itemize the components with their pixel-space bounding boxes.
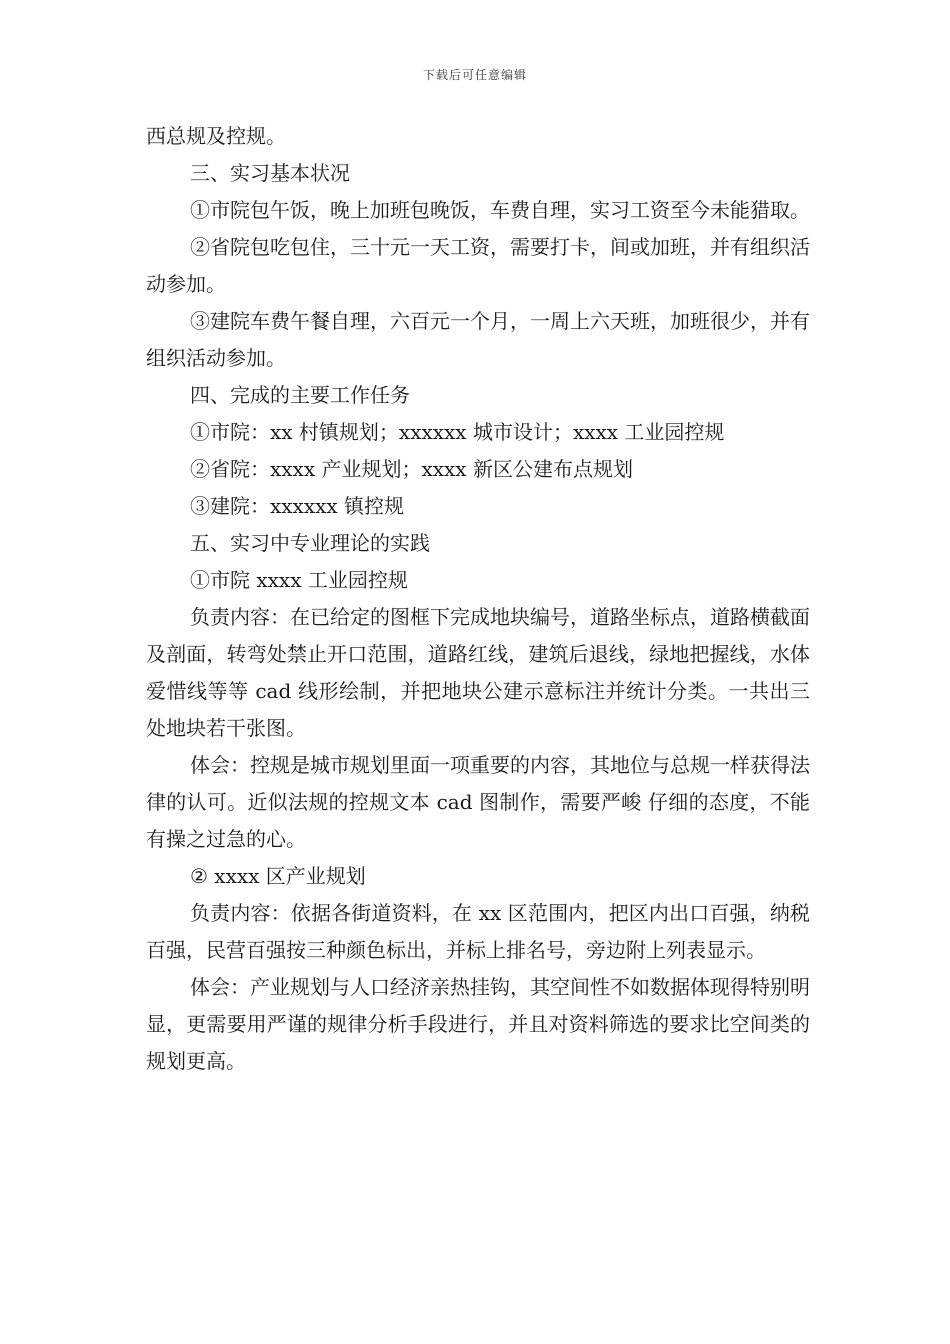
subsection-heading: ② xxxx 区产业规划 — [190, 864, 366, 888]
section-heading-5: 五、实习中专业理论的实践 — [190, 531, 430, 555]
paragraph-item: 负责内容：依据各街道资料，在 xx 区范围内，把区内出口百强，纳税百强，民营百强按三种颜色标出，并标上排名号，旁边附上列表显示。 — [146, 901, 810, 962]
subsection-heading: ①市院 xxxx 工业园控规 — [190, 568, 408, 592]
paragraph-continuation: 西总规及控规。 — [146, 124, 286, 148]
paragraph-item: 体会：控规是城市规划里面一项重要的内容，其地位与总规一样获得法律的认可。近似法规的控规文本 cad 图制作，需要严峻 仔细的态度，不能有操之过急的心。 — [146, 753, 810, 851]
paragraph-item: ②省院：xxxx 产业规划；xxxx 新区公建布点规划 — [190, 457, 633, 481]
paragraph-item: 体会：产业规划与人口经济亲热挂钩，其空间性不如数据体现得特别明显，更需要用严谨的规律分析手段进行，并且对资料筛选的要求比空间类的规划更高。 — [146, 975, 810, 1073]
paragraph-item: ③建院车费午餐自理，六百元一个月，一周上六天班，加班很少，并有组织活动参加。 — [146, 309, 810, 370]
paragraph-item: ②省院包吃包住，三十元一天工资，需要打卡，间或加班，并有组织活动参加。 — [146, 235, 810, 296]
section-heading-3: 三、实习基本状况 — [190, 161, 350, 185]
section-heading-4: 四、完成的主要工作任务 — [190, 383, 410, 407]
page-header: 下载后可任意编辑 — [422, 68, 527, 82]
paragraph-item: ③建院：xxxxxx 镇控规 — [190, 494, 405, 518]
paragraph-item: ①市院：xx 村镇规划；xxxxxx 城市设计；xxxx 工业园控规 — [190, 420, 725, 444]
paragraph-item: 负责内容：在已给定的图框下完成地块编号，道路坐标点，道路横截面及剖面，转弯处禁止开口范围，道路红线，建筑后退线，绿地把握线，水体爱惜线等等 cad 线形绘制，并把地块公建示意标注并统计分类。一共出三处地块若干张图。 — [146, 605, 810, 740]
document-body — [146, 118, 810, 1080]
paragraph-item: ①市院包午饭，晚上加班包晚饭，车费自理，实习工资至今未能猎取。 — [190, 198, 810, 222]
